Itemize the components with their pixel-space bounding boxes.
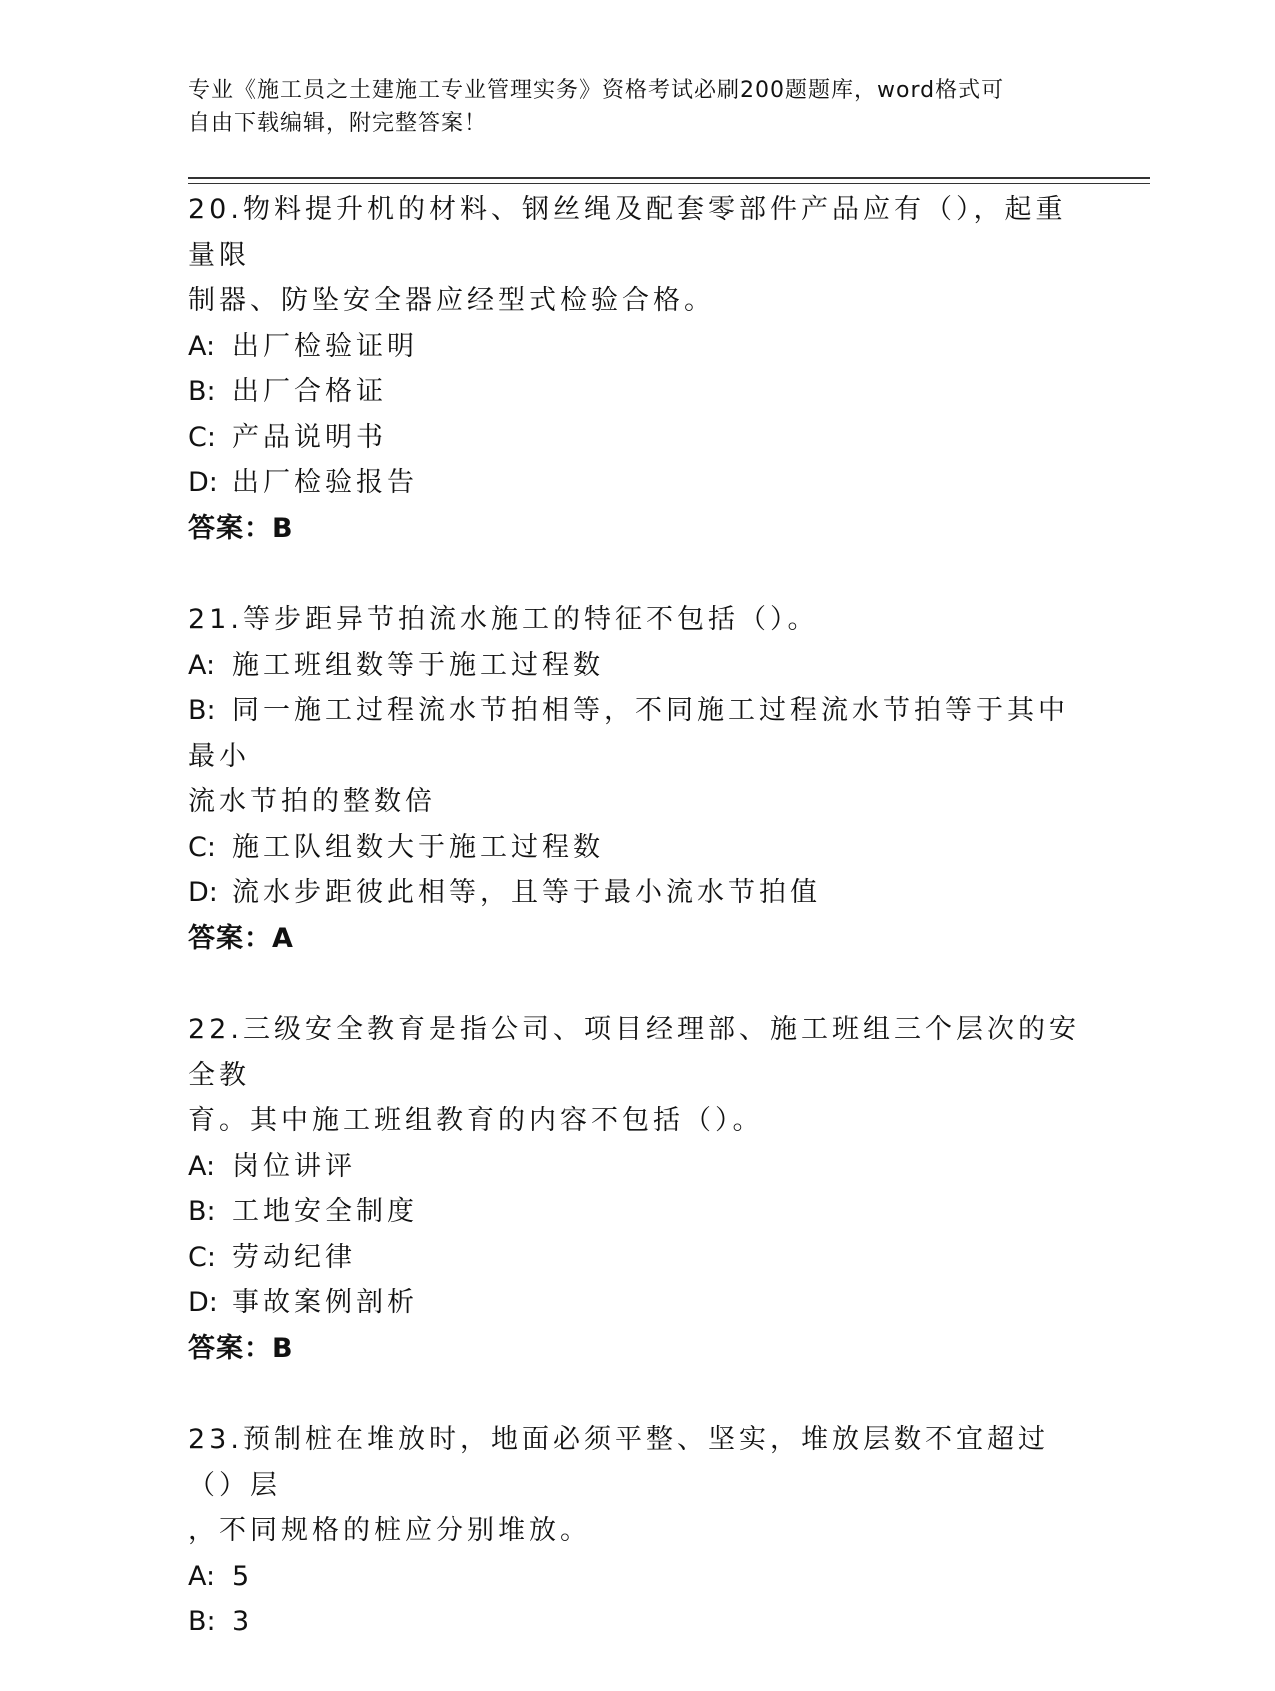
- question-text-line: 22.三级安全教育是指公司、项目经理部、施工班组三个层次的安全教: [188, 1014, 1080, 1091]
- option-label: A:: [188, 1560, 216, 1592]
- question-item: [188, 1007, 1088, 1371]
- option-line: [188, 1144, 1088, 1190]
- option-line: [188, 324, 1088, 370]
- question-text-line: 23.预制桩在堆放时，地面必须平整、坚实，堆放层数不宜超过（）层: [188, 1424, 1049, 1501]
- option-label: C:: [188, 421, 216, 453]
- question-list: [188, 187, 1088, 1691]
- question-item: [188, 1417, 1088, 1645]
- option-label: A:: [188, 1150, 216, 1182]
- option-line: 流水节拍的整数倍: [188, 786, 436, 817]
- option-line: [188, 825, 1088, 871]
- option-line: [188, 460, 1088, 506]
- header-line-2: 自由下载编辑，附完整答案！: [188, 111, 488, 136]
- option-line: [188, 1599, 1088, 1645]
- option-text: 同一施工过程流水节拍相等，不同施工过程流水节拍等于其中最小: [188, 695, 1069, 772]
- option-text: 施工队组数大于施工过程数: [232, 831, 604, 863]
- question-text-line: 育。其中施工班组教育的内容不包括（）。: [188, 1105, 764, 1136]
- answer-line: 答案：B: [188, 1332, 294, 1364]
- option-text: 出厂检验报告: [232, 467, 418, 498]
- answer-line: 答案：B: [188, 512, 294, 544]
- option-line: [188, 1554, 1088, 1600]
- question-text-line: 21.等步距异节拍流水施工的特征不包括（）。: [188, 604, 819, 635]
- option-text: 岗位讲评: [232, 1150, 356, 1182]
- document-header: [188, 74, 1068, 140]
- option-text: 5: [232, 1560, 254, 1592]
- option-label: B:: [188, 695, 216, 726]
- option-text: 出厂合格证: [232, 376, 387, 407]
- option-label: D:: [188, 467, 218, 498]
- option-line: [188, 369, 1088, 415]
- option-label: B:: [188, 1196, 216, 1227]
- option-line: [188, 415, 1088, 461]
- option-text: 劳动纪律: [232, 1241, 356, 1273]
- option-label: B:: [188, 1606, 216, 1637]
- option-label: D:: [188, 877, 218, 908]
- question-text-line: 20.物料提升机的材料、钢丝绳及配套零部件产品应有（），起重量限: [188, 194, 1067, 271]
- option-line: [188, 1189, 1088, 1235]
- option-line: [188, 1280, 1088, 1326]
- option-line: [188, 688, 1088, 779]
- option-text: 产品说明书: [232, 421, 387, 453]
- option-label: A:: [188, 649, 216, 681]
- option-label: B:: [188, 376, 216, 407]
- option-text: 3: [232, 1606, 254, 1637]
- option-label: C:: [188, 831, 216, 863]
- question-item: [188, 597, 1088, 961]
- header-divider-thick: [188, 177, 1150, 179]
- question-text-line: 制器、防坠安全器应经型式检验合格。: [188, 285, 715, 316]
- answer-line: 答案：A: [188, 922, 294, 954]
- option-line: [188, 1235, 1088, 1281]
- option-text: 流水步距彼此相等，且等于最小流水节拍值: [232, 877, 821, 908]
- option-text: 事故案例剖析: [232, 1287, 418, 1318]
- option-text: 施工班组数等于施工过程数: [232, 649, 604, 681]
- question-item: [188, 187, 1088, 551]
- option-text: 出厂检验证明: [232, 330, 418, 362]
- option-label: C:: [188, 1241, 216, 1273]
- option-label: D:: [188, 1287, 218, 1318]
- header-line-1: 专业《施工员之土建施工专业管理实务》资格考试必刷200题题库，word格式可: [188, 78, 1005, 103]
- option-line: [188, 870, 1088, 916]
- option-label: A:: [188, 330, 216, 362]
- option-text: 工地安全制度: [232, 1196, 418, 1227]
- option-line: [188, 643, 1088, 689]
- question-text-line: ，不同规格的桩应分别堆放。: [188, 1515, 591, 1546]
- header-divider-thin: [188, 183, 1150, 184]
